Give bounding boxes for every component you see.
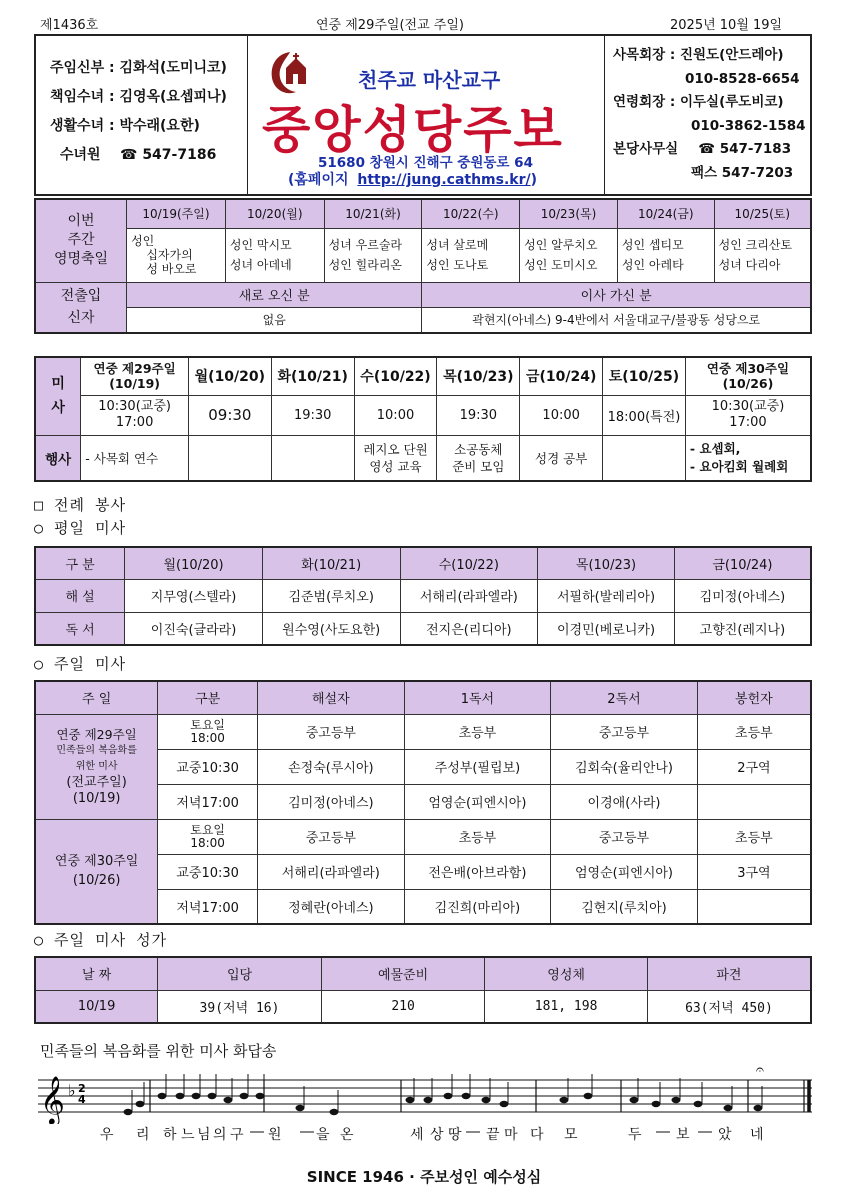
lyric-syllable: 리 bbox=[136, 1127, 150, 1143]
mass-day-header: 금(10/24) bbox=[520, 357, 603, 395]
lyric-syllable: 온 bbox=[340, 1127, 354, 1143]
clergy-label: 주임신부 : bbox=[50, 60, 120, 76]
feast-saint: 성녀 우르술라 성인 힐라리온 bbox=[324, 228, 422, 282]
note-head bbox=[652, 1101, 661, 1107]
feast-saint: 성인 막시모 성녀 아데네 bbox=[225, 228, 324, 282]
contact-info bbox=[604, 36, 810, 194]
move-label: 전출입 신자 bbox=[35, 282, 127, 333]
homepage-link[interactable]: http://jung.cathms.kr/ bbox=[357, 172, 531, 188]
feast-day: 10/21(화) bbox=[324, 199, 422, 228]
time-sig-bottom: 4 bbox=[78, 1093, 86, 1106]
section-sunday: ○ 주일 미사 bbox=[34, 655, 127, 673]
lyric-syllable: 상 bbox=[430, 1127, 444, 1143]
new-members-header: 새로 오신 분 bbox=[127, 282, 422, 307]
lyric-syllable: ― bbox=[656, 1124, 670, 1140]
note-head bbox=[754, 1105, 763, 1111]
lyric-syllable: 우 bbox=[100, 1127, 114, 1143]
sunday-cell: 중고등부 bbox=[258, 714, 405, 749]
event-cell bbox=[603, 435, 686, 481]
lyric-syllable: 님 bbox=[197, 1127, 211, 1143]
sunday-cell: 김진희(마리아) bbox=[404, 889, 551, 924]
sunday-cell: 초등부 bbox=[697, 819, 811, 854]
feast-day: 10/23(목) bbox=[520, 199, 618, 228]
feast-saint: 성인 십자가의 성 바오로 bbox=[127, 228, 226, 282]
sunday-cell: 중고등부 bbox=[551, 714, 698, 749]
sunday-cell: 손정숙(루시아) bbox=[258, 749, 405, 784]
hymn-communion: 181, 198 bbox=[485, 990, 648, 1023]
sunday-header: 봉헌자 bbox=[697, 681, 811, 714]
weekday-cell: 이경민(베로니카) bbox=[538, 612, 675, 645]
group-subtitle: 민족들의 복음화를 bbox=[56, 744, 137, 756]
weekday-cell: 서해리(라파엘라) bbox=[400, 579, 538, 612]
association-phone: 010-3862-1584 bbox=[691, 117, 806, 134]
weekday-service-table bbox=[34, 546, 812, 646]
sister-name: 박수래(요한) bbox=[119, 118, 200, 134]
feast-day: 10/20(월) bbox=[225, 199, 324, 228]
sunday-group-label bbox=[35, 714, 158, 819]
sunday-cell: 초등부 bbox=[404, 819, 551, 854]
sunday-header: 주 일 bbox=[35, 681, 158, 714]
sunday-cell: 엄영순(피엔시아) bbox=[551, 854, 698, 889]
weekday-header: 금(10/24) bbox=[674, 547, 811, 579]
note-head bbox=[444, 1093, 453, 1099]
sister-head-name: 김영옥(요셉피나) bbox=[119, 89, 227, 105]
hymn-header: 파견 bbox=[647, 957, 811, 990]
weekday-header: 화(10/21) bbox=[262, 547, 400, 579]
note-head bbox=[192, 1093, 201, 1099]
lyric-syllable: ― bbox=[698, 1124, 712, 1140]
mass-time: 10:30(교중) 17:00 bbox=[685, 395, 811, 435]
event-cell: - 요셉회, - 요아킴회 월례회 bbox=[685, 435, 811, 481]
sunday-time: 토요일 18:00 bbox=[158, 819, 258, 854]
section-weekday: ○ 평일 미사 bbox=[34, 519, 127, 537]
pastoral-phone: 010-8528-6654 bbox=[685, 70, 800, 87]
sunday-cell: 정혜란(아네스) bbox=[258, 889, 405, 924]
weekday-header: 구 분 bbox=[35, 547, 125, 579]
sunday-cell: 서해리(라파엘라) bbox=[258, 854, 405, 889]
note-head bbox=[136, 1101, 145, 1107]
weekday-role: 독 서 bbox=[35, 612, 125, 645]
sunday-time: 교중10:30 bbox=[158, 854, 258, 889]
lyric-syllable: 느 bbox=[181, 1127, 195, 1143]
issue-number: 제1436호 bbox=[40, 18, 99, 33]
lyric-syllable: 을 bbox=[316, 1127, 330, 1143]
hymn-header: 날 짜 bbox=[35, 957, 158, 990]
lyric-syllable: 았 bbox=[718, 1127, 732, 1143]
mass-time: 19:30 bbox=[437, 395, 520, 435]
sunday-header: 해설자 bbox=[258, 681, 405, 714]
sunday-cell: 초등부 bbox=[697, 714, 811, 749]
sunday-cell: 2구역 bbox=[697, 749, 811, 784]
sunday-cell: 중고등부 bbox=[551, 819, 698, 854]
weekday-cell: 전지은(리디아) bbox=[400, 612, 538, 645]
note-head bbox=[240, 1093, 249, 1099]
convent-label: 수녀원 bbox=[60, 147, 101, 163]
weekday-cell: 김준범(루치오) bbox=[262, 579, 400, 612]
note-head bbox=[256, 1093, 265, 1099]
sunday-cell: 전은배(아브라함) bbox=[404, 854, 551, 889]
mass-day-header: 목(10/23) bbox=[437, 357, 520, 395]
note-head bbox=[224, 1097, 233, 1103]
weekday-header: 수(10/22) bbox=[400, 547, 538, 579]
office-phone: ☎ 547-7183 bbox=[698, 141, 792, 157]
mass-day-header: 토(10/25) bbox=[603, 357, 686, 395]
weekday-cell: 이진숙(글라라) bbox=[125, 612, 263, 645]
group-date: (10/19) bbox=[72, 790, 121, 806]
note-head bbox=[296, 1105, 305, 1111]
footer-motto: SINCE 1946 · 주보성인 예수성심 bbox=[306, 1168, 542, 1186]
hymn-header: 예물준비 bbox=[321, 957, 485, 990]
flat-icon: ♭ bbox=[68, 1081, 76, 1100]
sunday-header: 1독서 bbox=[404, 681, 551, 714]
sunday-time: 저녁17:00 bbox=[158, 784, 258, 819]
note-head bbox=[672, 1097, 681, 1103]
liturgy-title: 연중 제29주일(전교 주일) bbox=[316, 18, 464, 33]
moved-members-value: 곽현지(아네스) 9-4반에서 서울대교구/불광동 성당으로 bbox=[422, 307, 811, 333]
note-head bbox=[462, 1093, 471, 1099]
note-head bbox=[584, 1093, 593, 1099]
lyric-syllable: 세 bbox=[410, 1127, 424, 1143]
hymn-header: 입당 bbox=[158, 957, 322, 990]
sunday-service-table bbox=[34, 680, 812, 925]
mass-day-header: 화(10/21) bbox=[271, 357, 354, 395]
sunday-cell: 3구역 bbox=[697, 854, 811, 889]
church-address: 51680 창원시 진해구 중원동로 64 bbox=[318, 155, 533, 171]
sunday-cell: 김미정(아네스) bbox=[258, 784, 405, 819]
clergy-info bbox=[36, 36, 248, 194]
lyric-syllable: 두 bbox=[628, 1127, 642, 1143]
group-title: 연중 제29주일 bbox=[56, 726, 137, 742]
association-chair: 연령회장 : 이두실(루도비코) bbox=[613, 94, 784, 110]
note-head bbox=[424, 1097, 433, 1103]
event-cell bbox=[271, 435, 354, 481]
note-head bbox=[724, 1105, 733, 1111]
weekday-header: 월(10/20) bbox=[125, 547, 263, 579]
mass-day-header: 연중 제30주일 (10/26) bbox=[685, 357, 811, 395]
hymn-header: 영성체 bbox=[485, 957, 648, 990]
weekday-cell: 지무영(스텔라) bbox=[125, 579, 263, 612]
fax-number: 팩스 547-7203 bbox=[691, 164, 794, 181]
sunday-time: 교중10:30 bbox=[158, 749, 258, 784]
lyric-syllable: 땅 bbox=[448, 1127, 462, 1143]
psalm-title: 민족들의 복음화를 위한 미사 화답송 bbox=[40, 1042, 277, 1060]
sunday-time: 저녁17:00 bbox=[158, 889, 258, 924]
feast-day: 10/24(금) bbox=[617, 199, 714, 228]
mass-time: 19:30 bbox=[271, 395, 354, 435]
lyrics-line bbox=[38, 1124, 814, 1146]
sunday-cell: 김현지(루치아) bbox=[551, 889, 698, 924]
hymn-offertory: 210 bbox=[321, 990, 485, 1023]
music-staff bbox=[38, 1066, 814, 1124]
note-head bbox=[482, 1097, 491, 1103]
feast-day: 10/22(수) bbox=[422, 199, 520, 228]
lyric-syllable: 원 bbox=[268, 1127, 282, 1143]
note-head bbox=[176, 1093, 185, 1099]
group-title: 연중 제30주일 bbox=[54, 854, 139, 870]
lyric-syllable: 하 bbox=[163, 1127, 177, 1143]
weekday-role: 해 설 bbox=[35, 579, 125, 612]
lyric-syllable: 네 bbox=[750, 1127, 764, 1143]
section-liturgy: □ 전례 봉사 bbox=[34, 496, 127, 514]
weekday-cell: 김미정(아네스) bbox=[674, 579, 811, 612]
time-sig-top: 2 bbox=[78, 1082, 86, 1095]
sunday-cell: 초등부 bbox=[404, 714, 551, 749]
feast-saint: 성인 알루치오 성인 도미시오 bbox=[520, 228, 618, 282]
lyric-syllable: 다 bbox=[530, 1127, 544, 1143]
diocese-name: 천주교 마산교구 bbox=[358, 68, 501, 92]
mass-schedule-table bbox=[34, 356, 812, 482]
mass-day-header: 연중 제29주일 (10/19) bbox=[81, 357, 189, 395]
event-cell: 성경 공부 bbox=[520, 435, 603, 481]
note-head bbox=[330, 1109, 339, 1115]
event-cell: 소공동체 준비 모임 bbox=[437, 435, 520, 481]
note-head bbox=[500, 1101, 509, 1107]
lyric-syllable: 마 bbox=[504, 1127, 518, 1143]
mass-time: 10:00 bbox=[354, 395, 437, 435]
note-head bbox=[158, 1093, 167, 1099]
hymn-table bbox=[34, 956, 812, 1024]
event-row-label: 행사 bbox=[35, 435, 81, 481]
pastor-name: 김화석(도미니코) bbox=[119, 60, 227, 76]
sunday-header: 2독서 bbox=[551, 681, 698, 714]
note-head bbox=[406, 1097, 415, 1103]
moved-members-header: 이사 가신 분 bbox=[422, 282, 811, 307]
header-box bbox=[34, 34, 812, 196]
issue-date: 2025년 10월 19일 bbox=[670, 18, 783, 33]
hymn-date: 10/19 bbox=[35, 990, 158, 1023]
group-date: (10/26) bbox=[72, 873, 121, 889]
lyric-syllable: 끝 bbox=[486, 1127, 500, 1143]
weekday-cell: 원수영(사도요한) bbox=[262, 612, 400, 645]
masthead bbox=[248, 36, 606, 194]
feast-saint: 성인 셉티모 성인 아레타 bbox=[617, 228, 714, 282]
lyric-syllable: 의 bbox=[213, 1127, 227, 1143]
lyric-syllable: 보 bbox=[676, 1127, 690, 1143]
sunday-cell: 주성부(필립보) bbox=[404, 749, 551, 784]
staff-lines bbox=[38, 1080, 812, 1112]
mass-time: 10:00 bbox=[520, 395, 603, 435]
lyric-syllable: 구 bbox=[230, 1127, 244, 1143]
mass-time: 18:00(특전) bbox=[603, 395, 686, 435]
hymn-entrance: 39(저녁 16) bbox=[158, 990, 322, 1023]
feast-day: 10/25(토) bbox=[714, 199, 811, 228]
mass-day-header: 수(10/22) bbox=[354, 357, 437, 395]
mass-time: 09:30 bbox=[188, 395, 271, 435]
office-label: 본당사무실 bbox=[613, 141, 679, 157]
pastoral-chair: 사목회장 : 진원도(안드레아) bbox=[613, 47, 784, 63]
note-head bbox=[694, 1101, 703, 1107]
sunday-cell: 엄영순(피엔시아) bbox=[404, 784, 551, 819]
section-hymn: ○ 주일 미사 성가 bbox=[34, 931, 168, 949]
weekday-cell: 서필하(발레리아) bbox=[538, 579, 675, 612]
feast-day: 10/19(주일) bbox=[127, 199, 226, 228]
group-note: (전교주일) bbox=[66, 774, 127, 790]
lyric-syllable: ― bbox=[300, 1124, 314, 1140]
mass-time: 10:30(교중) 17:00 bbox=[81, 395, 189, 435]
event-cell: 레지오 단원 영성 교육 bbox=[354, 435, 437, 481]
sunday-cell: 이경애(사라) bbox=[551, 784, 698, 819]
homepage bbox=[288, 169, 537, 189]
sunday-time: 토요일 18:00 bbox=[158, 714, 258, 749]
feast-saint: 성인 크리산토 성녀 다리아 bbox=[714, 228, 811, 282]
note-head bbox=[124, 1109, 133, 1115]
sunday-cell bbox=[697, 784, 811, 819]
lyric-syllable: ― bbox=[466, 1124, 480, 1140]
event-cell bbox=[188, 435, 271, 481]
weekday-header: 목(10/23) bbox=[538, 547, 675, 579]
fermata-icon: 𝄐 bbox=[756, 1066, 764, 1078]
mass-day-header: 월(10/20) bbox=[188, 357, 271, 395]
note-head bbox=[560, 1097, 569, 1103]
note-head bbox=[208, 1093, 217, 1099]
feast-days-table bbox=[34, 198, 812, 334]
convent-phone: ☎ 547-7186 bbox=[120, 147, 217, 163]
weekday-cell: 고향진(레지나) bbox=[674, 612, 811, 645]
sunday-header: 구분 bbox=[158, 681, 258, 714]
clergy-label: 책임수녀 : bbox=[50, 89, 120, 105]
group-subtitle: 위한 미사 bbox=[75, 760, 118, 772]
homepage-close: ) bbox=[530, 172, 538, 188]
clergy-label: 생활수녀 : bbox=[50, 118, 120, 134]
event-cell: - 사목회 연수 bbox=[81, 435, 189, 481]
bulletin-title: 중앙성당주보 bbox=[262, 101, 564, 159]
sunday-group-label bbox=[35, 819, 158, 924]
lyric-syllable: 모 bbox=[564, 1127, 578, 1143]
sunday-cell: 김회숙(율리안나) bbox=[551, 749, 698, 784]
homepage-label: (홈페이지 bbox=[288, 172, 349, 188]
note-head bbox=[630, 1097, 639, 1103]
sunday-cell: 중고등부 bbox=[258, 819, 405, 854]
lyric-syllable: ― bbox=[250, 1124, 264, 1140]
feast-saint: 성녀 살로메 성인 도나토 bbox=[422, 228, 520, 282]
treble-clef-icon: 𝄞 bbox=[40, 1075, 65, 1124]
feast-row-label: 이번 주간 영명축일 bbox=[35, 199, 127, 282]
sunday-cell bbox=[697, 889, 811, 924]
hymn-recessional: 63(저녁 450) bbox=[647, 990, 811, 1023]
new-members-value: 없음 bbox=[127, 307, 422, 333]
mass-row-label: 미 사 bbox=[35, 357, 81, 435]
